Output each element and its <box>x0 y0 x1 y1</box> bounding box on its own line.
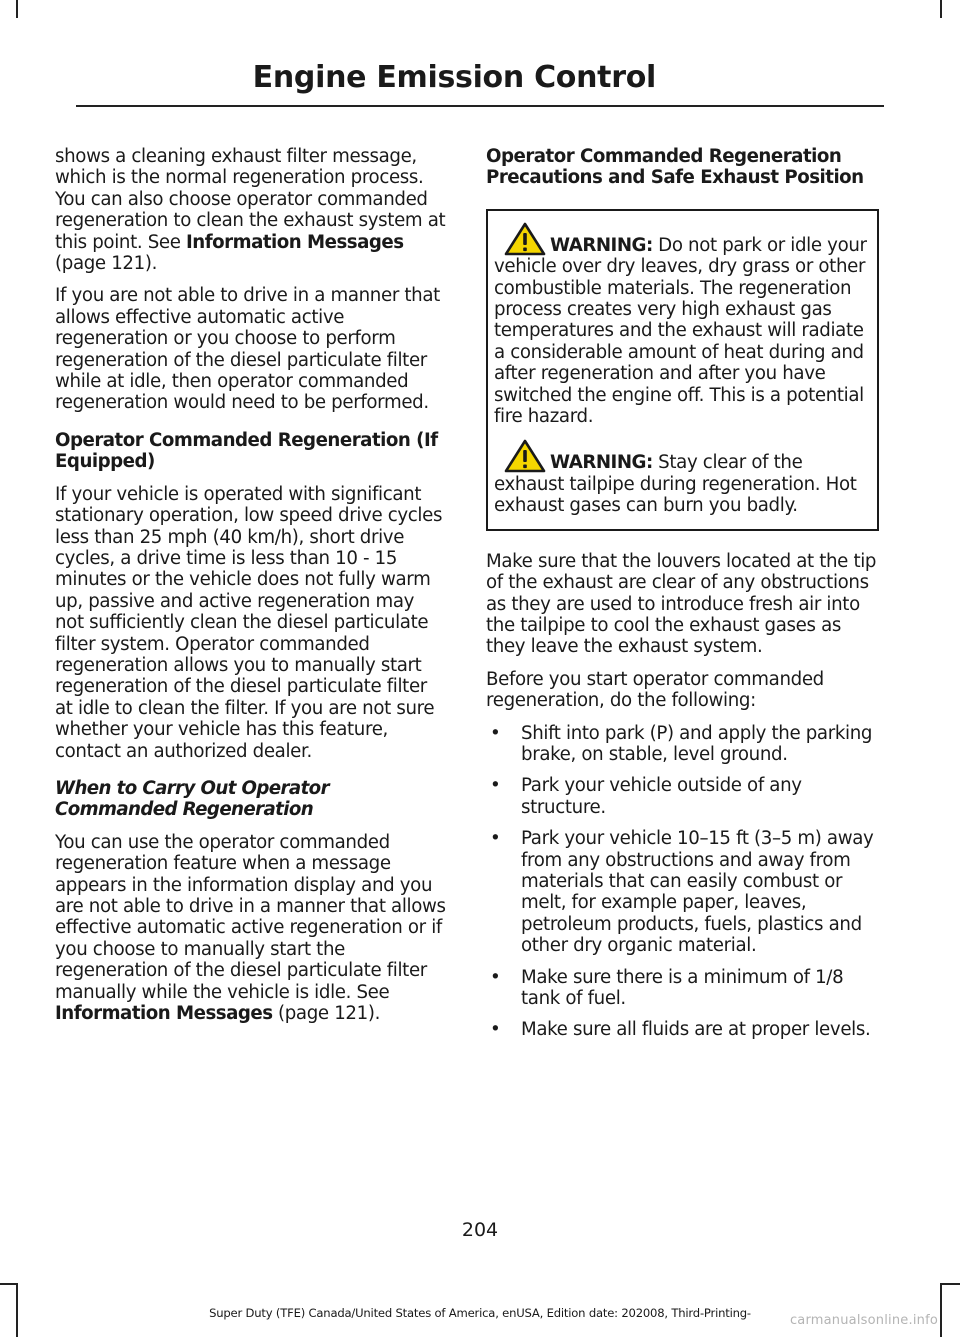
warning-text: Do not park or idle your vehicle over dry leaves, dry grass or other combustible materials. The regeneration process creates very high exhaust gas temperatures and the exhaust will radiate a considerable amount of heat during and after regeneration and after you have switched the engine off. This is a potential fire hazard. <box>494 234 867 428</box>
paragraph-cleaning-message <box>55 146 447 274</box>
bullet-icon: • <box>490 828 501 850</box>
warning-text: Stay clear of the exhaust tailpipe during regeneration. Hot exhaust gases can burn you badly. <box>494 452 857 517</box>
information-messages-link[interactable]: Information Messages <box>55 1003 273 1025</box>
list-item <box>486 1019 879 1040</box>
paragraph-text: shows a cleaning exhaust filter message, which is the normal regeneration process. You can also choose operator commanded regeneration to clean the exhaust system at this point. See <box>55 146 446 253</box>
list-item-text: Shift into park (P) and apply the parking brake, on stable, level ground. <box>521 722 873 765</box>
left-column <box>55 146 447 1035</box>
paragraph-before-you-start: Before you start operator commanded regeneration, do the following: <box>486 668 824 712</box>
page-number: 204 <box>461 1219 499 1241</box>
list-item-text: Park your vehicle outside of any structure. <box>521 775 802 818</box>
page-reference: (page 121). <box>55 253 158 275</box>
information-messages-link[interactable]: Information Messages <box>186 231 404 253</box>
warning-hot-exhaust <box>494 439 871 516</box>
bullet-icon: • <box>490 1019 501 1041</box>
crop-mark-top-right <box>940 0 942 18</box>
paragraph-feature-usage <box>55 832 447 1025</box>
watermark: carmanualsonline.info <box>789 1313 938 1328</box>
section-heading-precautions: Operator Commanded Regeneration Precautions and Safe Exhaust Position <box>486 146 864 189</box>
page-title: Engine Emission Control <box>252 60 656 95</box>
paragraph-stationary-operation: If your vehicle is operated with significant stationary operation, low speed drive cycles less than 25 mph (40 km/h), short drive cycles, a drive time is less than 10 - 15 minutes or the vehicle does not fully warm up, passive and active regeneration may not sufficiently clean the diesel particulate filter system. Operator commanded regeneration allows you to manually start regeneration of the diesel particulate filter at idle to clean the filter. If you are not sure whether your vehicle has this feature, contact an authorized dealer. <box>55 483 443 762</box>
section-heading-operator-commanded: Operator Commanded Regeneration (If Equipped) <box>55 429 438 473</box>
list-item-text: Park your vehicle 10–15 ft (3–5 m) away from any obstructions and away from materials that can easily combust or melt, for example paper, leaves, petroleum products, fuels, plastics and other dry organic material. <box>521 828 874 957</box>
warning-label: WARNING: <box>550 452 653 474</box>
list-item <box>486 828 879 956</box>
list-item-text: Make sure there is a minimum of 1/8 tank of fuel. <box>521 966 844 1009</box>
warning-label: WARNING: <box>550 234 653 256</box>
warning-triangle-icon <box>504 222 546 256</box>
paragraph-text: You can use the operator commanded regeneration feature when a message appears in the information display and you are not able to drive in a manner that allows effective automatic active regeneration or if you choose to manually start the regeneration of the diesel particulate filter manually while the vehicle is idle. See <box>55 831 446 1003</box>
paragraph-idle-regeneration: If you are not able to drive in a manner that allows effective automatic active regeneration or you choose to perform regeneration of the diesel particulate filter while at idle, then operator commanded regeneration would need to be performed. <box>55 285 440 414</box>
list-item-text: Make sure all fluids are at proper levels. <box>521 1019 871 1041</box>
list-item <box>486 967 879 1010</box>
bullet-icon: • <box>490 966 501 988</box>
subheading-when-to-carry-out: When to Carry Out Operator Commanded Regeneration <box>55 777 329 821</box>
crop-mark-bottom-right-horizontal <box>940 1283 960 1285</box>
edition-footer: Super Duty (TFE) Canada/United States of America, enUSA, Edition date: 202008, Third-Printing- <box>209 1306 751 1320</box>
warning-fire-hazard <box>494 222 871 428</box>
header-divider <box>76 105 884 107</box>
precaution-list <box>486 723 879 1041</box>
right-column <box>486 146 879 1051</box>
bullet-icon: • <box>490 722 501 744</box>
crop-mark-bottom-left-horizontal <box>0 1283 18 1285</box>
list-item <box>486 723 879 766</box>
paragraph-louvers: Make sure that the louvers located at the tip of the exhaust are clear of any obstructions as they are used to introduce fresh air into the tailpipe to cool the exhaust gases as they leave the exhaust system. <box>486 550 877 658</box>
list-item <box>486 775 879 818</box>
warning-box <box>486 209 879 531</box>
crop-mark-top-left <box>16 0 18 18</box>
warning-triangle-icon <box>504 439 546 473</box>
bullet-icon: • <box>490 775 501 797</box>
page-reference: (page 121). <box>272 1003 381 1025</box>
